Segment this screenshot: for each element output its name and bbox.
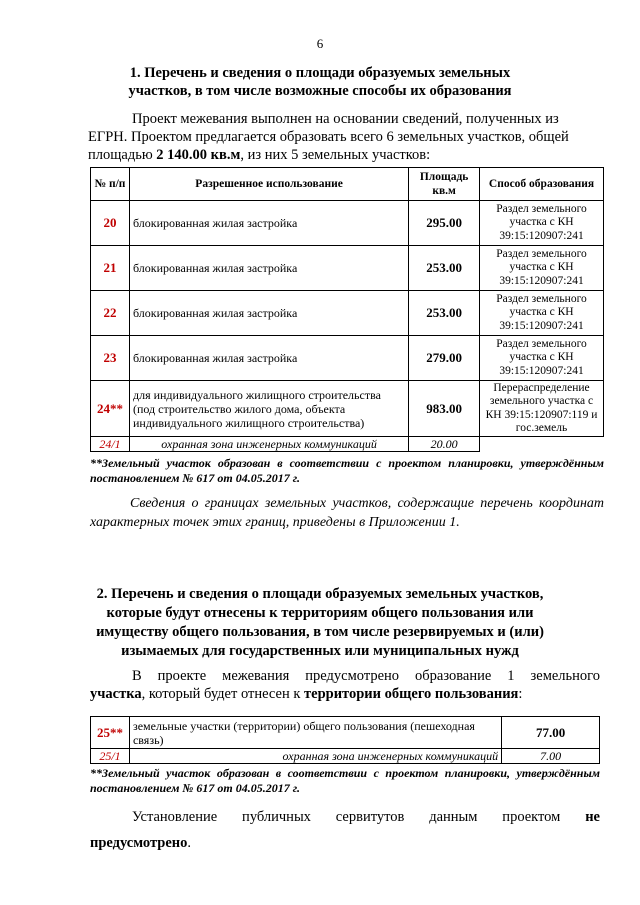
section2-intro — [90, 667, 600, 703]
table-header-row — [91, 168, 604, 201]
subrow-use: охранная зона инженерных коммуникаций — [129, 437, 408, 452]
row-use: земельные участки (территории) общего пользования (пешеходная связь) — [129, 717, 501, 749]
subrow-num: 25/1 — [91, 749, 130, 764]
intro-colon: : — [518, 686, 523, 702]
servitude-line1 — [90, 808, 600, 826]
section2-table — [90, 716, 600, 764]
row-num: 23 — [91, 336, 130, 381]
intro-text: , который будет отнесен к — [141, 686, 305, 702]
row-use: блокированная жилая застройка — [129, 336, 408, 381]
section1-intro-line2: ЕГРН. Проектом предлагается образовать всего 6 земельных участков, общей — [88, 129, 569, 145]
section1-table — [90, 167, 604, 452]
header-num: № п/п — [91, 168, 130, 201]
row-method: Раздел земельного участка с КН 39:15:120907:241 — [480, 201, 604, 246]
intro-word: участка — [90, 686, 142, 702]
section2-heading-line4: изымаемых для государственных или муниципальных нужд — [121, 643, 519, 659]
section2-heading-line3: имуществу общего пользования, в том числе резервируемых и (или) — [96, 624, 544, 640]
table-subrow — [91, 749, 600, 764]
section1-italic-paragraph: Сведения о границах земельных участков, содержащие перечень координат характерных точек этих границ, приведены в Приложении 1. — [90, 496, 604, 530]
section1-heading-line2: участков, в том числе возможные способы их образования — [128, 83, 512, 99]
row-area: 983.00 — [409, 381, 480, 437]
table-row — [91, 246, 604, 291]
section2-heading-line2: которые будут отнесены к территориям общего пользования или — [106, 605, 534, 621]
table-row — [91, 201, 604, 246]
section1-footnote: **Земельный участок образован в соответствии с проектом планировки, утверждённым постановлением № 617 от 04.05.2017 г. — [90, 456, 604, 485]
servitude-bold: не — [585, 809, 600, 825]
table-subrow — [91, 437, 604, 452]
section1-intro — [88, 110, 588, 164]
subrow-num: 24/1 — [91, 437, 130, 452]
servitude-bold-word: предусмотрено — [90, 835, 188, 851]
subrow-empty — [480, 437, 604, 452]
total-area: 2 140.00 кв.м — [156, 147, 241, 163]
section2-heading — [0, 585, 640, 661]
section1-heading — [0, 64, 640, 100]
row-num: 21 — [91, 246, 130, 291]
section2-servitude — [90, 808, 600, 852]
section2-footnote: **Земельный участок образован в соответствии с проектом планировки, утверждённым постановлением № 617 от 04.05.2017 г. — [90, 766, 600, 795]
row-num: 24** — [91, 381, 130, 437]
row-area: 279.00 — [409, 336, 480, 381]
row-method: Раздел земельного участка с КН 39:15:120907:241 — [480, 246, 604, 291]
servitude-line2 — [90, 834, 600, 852]
table-row — [91, 381, 604, 437]
section2-intro-line2 — [90, 685, 600, 703]
header-use: Разрешенное использование — [129, 168, 408, 201]
row-use: блокированная жилая застройка — [129, 201, 408, 246]
row-method: Перераспределение земельного участка с КН 39:15:120907:119 и гос.земель — [480, 381, 604, 437]
header-method: Способ образования — [480, 168, 604, 201]
servitude-period: . — [187, 835, 192, 851]
table-row — [91, 717, 600, 749]
subrow-area: 7.00 — [502, 749, 600, 764]
table-row — [91, 336, 604, 381]
intro-text: площадью — [88, 147, 157, 163]
servitude-text: Установление публичных сервитутов данным проектом — [132, 809, 586, 825]
section1-intro-line1: Проект межевания выполнен на основании сведений, полученных из — [132, 111, 559, 127]
subrow-use: охранная зона инженерных коммуникаций — [129, 749, 501, 764]
row-num: 20 — [91, 201, 130, 246]
row-use: для индивидуального жилищного строительства (под строительство жилого дома, объекта индивидуального жилищного строительства) — [129, 381, 408, 437]
table-row — [91, 291, 604, 336]
row-use: блокированная жилая застройка — [129, 246, 408, 291]
intro-text-tail: , из них 5 земельных участков: — [240, 147, 431, 163]
section2-intro-line1: В проекте межевания предусмотрено образование 1 земельного — [132, 668, 600, 684]
territory-label: территории общего пользования — [304, 686, 519, 702]
row-area: 77.00 — [502, 717, 600, 749]
row-num: 22 — [91, 291, 130, 336]
subrow-area: 20.00 — [409, 437, 480, 452]
row-use: блокированная жилая застройка — [129, 291, 408, 336]
row-method: Раздел земельного участка с КН 39:15:120907:241 — [480, 291, 604, 336]
row-method: Раздел земельного участка с КН 39:15:120907:241 — [480, 336, 604, 381]
section2-heading-line1: 2. Перечень и сведения о площади образуемых земельных участков, — [96, 586, 544, 602]
header-area: Площадь кв.м — [409, 168, 480, 201]
section1-intro-line3 — [88, 146, 588, 164]
section1-heading-line1: 1. Перечень и сведения о площади образуемых земельных — [129, 65, 511, 81]
row-area: 253.00 — [409, 291, 480, 336]
row-area: 253.00 — [409, 246, 480, 291]
page-number: 6 — [316, 36, 324, 51]
row-area: 295.00 — [409, 201, 480, 246]
row-num: 25** — [91, 717, 130, 749]
